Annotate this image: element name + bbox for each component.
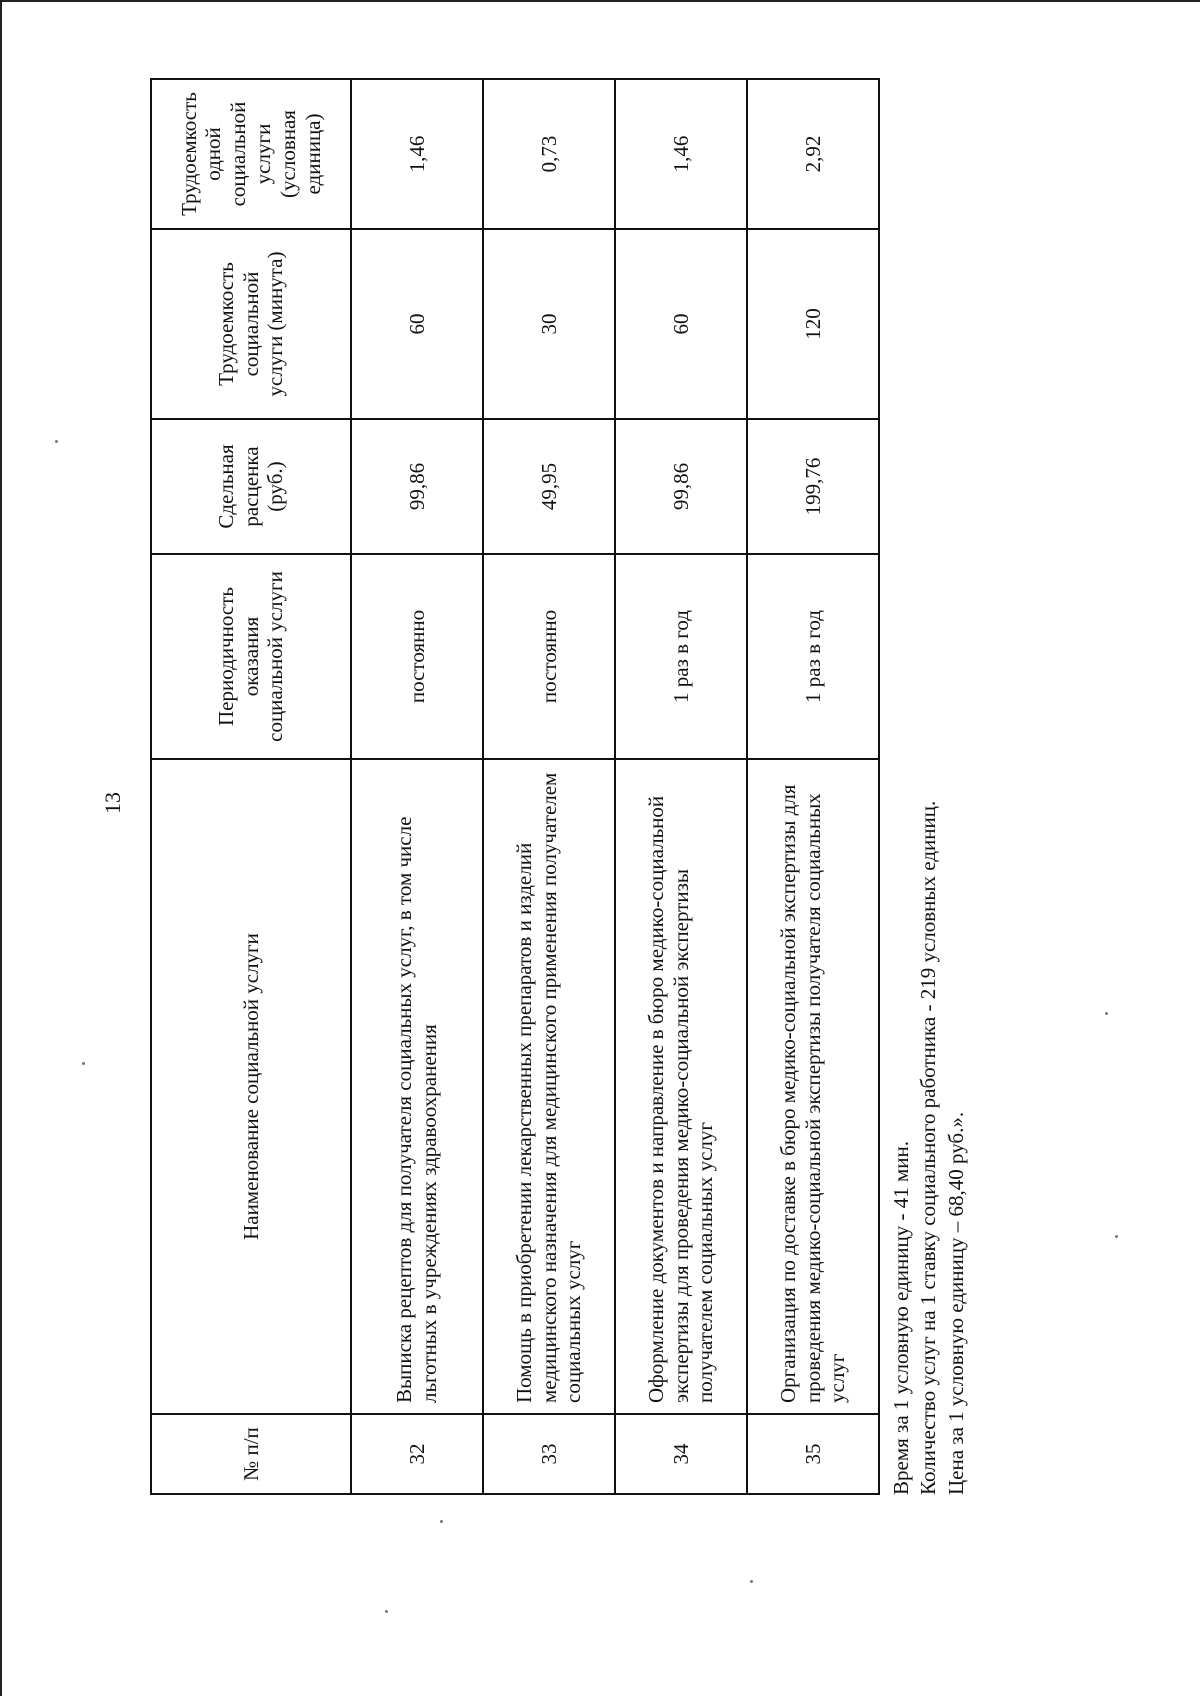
header-num: № п/п — [151, 1414, 351, 1494]
cell-labor-minutes: 30 — [483, 229, 615, 419]
cell-labor-units: 0,73 — [483, 79, 615, 229]
note-services-per-rate: Количество услуг на 1 ставку социального работника - 219 условных единиц. — [916, 800, 941, 1495]
table-row — [615, 79, 747, 1494]
cell-frequency: 1 раз в год — [615, 554, 747, 759]
cell-labor-minutes: 60 — [615, 229, 747, 419]
cell-labor-units: 1,46 — [351, 79, 483, 229]
scan-speck — [440, 1520, 443, 1523]
scan-speck — [385, 1610, 388, 1613]
cell-price: 99,86 — [615, 419, 747, 554]
scan-edge-top — [0, 0, 1200, 2]
header-frequency: Периодичность оказания социальной услуги — [151, 554, 351, 759]
cell-name: Оформление документов и направление в бюро медико-социальной экспертизы для проведения медико-социальной экспертизы получателем социальных услуг — [615, 759, 747, 1414]
cell-labor-units: 1,46 — [615, 79, 747, 229]
note-price-per-unit: Цена за 1 условную единицу – 68,40 руб.». — [943, 1111, 968, 1495]
cell-num: 34 — [615, 1414, 747, 1494]
cell-labor-units: 2,92 — [747, 79, 879, 229]
header-labor-minutes: Трудоемкость социальной услуги (минута) — [151, 229, 351, 419]
cell-labor-minutes: 120 — [747, 229, 879, 419]
cell-price: 99,86 — [351, 419, 483, 554]
cell-num: 32 — [351, 1414, 483, 1494]
cell-frequency: постоянно — [351, 554, 483, 759]
scan-speck — [1105, 1012, 1108, 1015]
note-time-per-unit: Время за 1 условную единицу - 41 мин. — [889, 1141, 913, 1495]
cell-name: Помощь в приобретении лекарственных препаратов и изделий медицинского назначения для медицинского применения получателем социальных услуг — [483, 759, 615, 1414]
table-row — [747, 79, 879, 1494]
table-header-row — [151, 79, 351, 1494]
scan-edge-left — [0, 0, 2, 1696]
cell-frequency: постоянно — [483, 554, 615, 759]
scan-speck — [82, 1062, 85, 1065]
page-number: 13 — [100, 792, 125, 814]
cell-name: Организация по доставке в бюро медико-социальной экспертизы для проведения медико-социальной экспертизы получателя социальных услуг — [747, 759, 879, 1414]
cell-price: 199,76 — [747, 419, 879, 554]
cell-labor-minutes: 60 — [351, 229, 483, 419]
scan-speck — [1115, 1235, 1118, 1238]
cell-num: 35 — [747, 1414, 879, 1494]
scan-speck — [55, 440, 58, 443]
table-row — [351, 79, 483, 1494]
rotated-page-content — [150, 80, 1000, 1495]
cell-num: 33 — [483, 1414, 615, 1494]
table-row — [483, 79, 615, 1494]
header-labor-units: Трудоемкость одной социальной услуги (условная единица) — [151, 79, 351, 229]
scan-speck — [750, 1580, 753, 1583]
cell-frequency: 1 раз в год — [747, 554, 879, 759]
cell-name: Выписка рецептов для получателя социальных услуг, в том числе льготных в учреждениях здравоохранения — [351, 759, 483, 1414]
footnotes — [888, 801, 970, 1495]
header-price: Сдельная расценка (руб.) — [151, 419, 351, 554]
header-name: Наименование социальной услуги — [151, 759, 351, 1414]
services-table — [150, 78, 880, 1495]
cell-price: 49,95 — [483, 419, 615, 554]
